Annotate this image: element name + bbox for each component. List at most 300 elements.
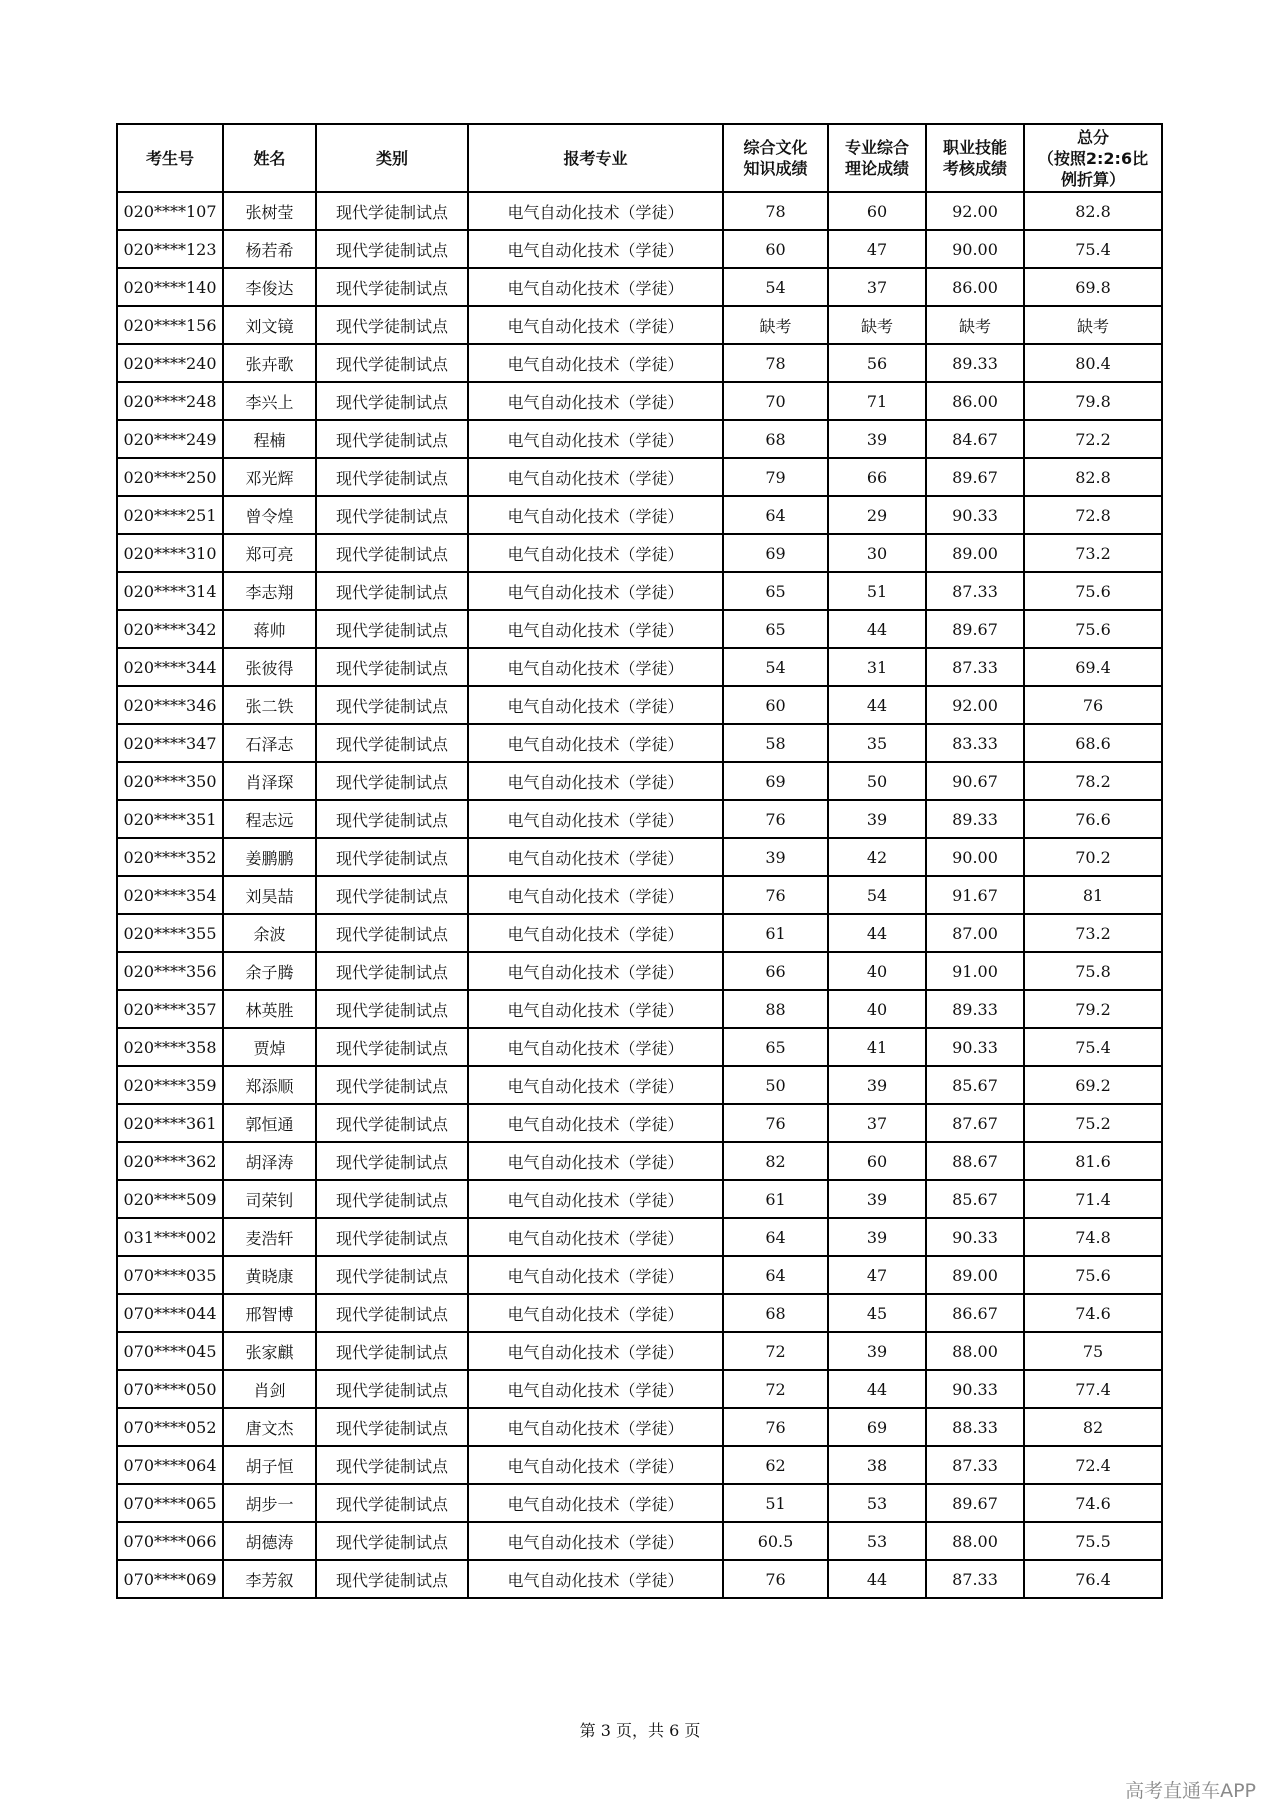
exam-id-cell: 020****351	[117, 800, 223, 838]
exam-id-cell: 070****045	[117, 1332, 223, 1370]
table-row	[117, 1218, 1162, 1256]
theory-score-cell: 31	[828, 648, 926, 686]
culture-score-cell: 51	[723, 1484, 828, 1522]
header-total-line-3: 例折算）	[1060, 169, 1125, 189]
total-score-cell: 81.6	[1024, 1142, 1162, 1180]
exam-id-cell: 020****342	[117, 610, 223, 648]
table-row	[117, 762, 1162, 800]
exam-id-cell: 070****044	[117, 1294, 223, 1332]
category-cell: 现代学徒制试点	[316, 306, 468, 344]
total-score-cell: 76.6	[1024, 800, 1162, 838]
skill-score-cell: 89.67	[926, 458, 1024, 496]
culture-score-cell: 69	[723, 534, 828, 572]
theory-score-cell: 39	[828, 1332, 926, 1370]
total-score-cell: 75.4	[1024, 1028, 1162, 1066]
culture-score-cell: 78	[723, 344, 828, 382]
theory-score-cell: 71	[828, 382, 926, 420]
category-cell: 现代学徒制试点	[316, 496, 468, 534]
exam-id-cell: 031****002	[117, 1218, 223, 1256]
table-row	[117, 496, 1162, 534]
header-total-line-1: 总分	[1076, 127, 1109, 147]
table-row	[117, 1256, 1162, 1294]
name-cell: 张二铁	[223, 686, 316, 724]
culture-score-cell: 72	[723, 1370, 828, 1408]
table-row	[117, 572, 1162, 610]
name-cell: 曾令煌	[223, 496, 316, 534]
culture-score-cell: 76	[723, 1408, 828, 1446]
name-cell: 司荣钊	[223, 1180, 316, 1218]
total-score-cell: 75.6	[1024, 572, 1162, 610]
theory-score-cell: 39	[828, 800, 926, 838]
table-row	[117, 344, 1162, 382]
table-row	[117, 268, 1162, 306]
name-cell: 黄晓康	[223, 1256, 316, 1294]
total-score-cell: 74.8	[1024, 1218, 1162, 1256]
major-cell: 电气自动化技术（学徒）	[468, 1560, 723, 1598]
category-cell: 现代学徒制试点	[316, 268, 468, 306]
theory-score-cell: 44	[828, 686, 926, 724]
category-cell: 现代学徒制试点	[316, 344, 468, 382]
total-score-cell: 80.4	[1024, 344, 1162, 382]
theory-score-cell: 53	[828, 1522, 926, 1560]
major-cell: 电气自动化技术（学徒）	[468, 382, 723, 420]
table-row	[117, 1560, 1162, 1598]
table-row	[117, 990, 1162, 1028]
category-cell: 现代学徒制试点	[316, 1028, 468, 1066]
culture-score-cell: 64	[723, 1256, 828, 1294]
category-cell: 现代学徒制试点	[316, 1446, 468, 1484]
header-theory-line-1: 专业综合	[844, 138, 909, 157]
header-category: 类别	[316, 124, 468, 192]
theory-score-cell: 44	[828, 610, 926, 648]
skill-score-cell: 83.33	[926, 724, 1024, 762]
category-cell: 现代学徒制试点	[316, 838, 468, 876]
category-cell: 现代学徒制试点	[316, 1256, 468, 1294]
major-cell: 电气自动化技术（学徒）	[468, 1028, 723, 1066]
name-cell: 邓光辉	[223, 458, 316, 496]
theory-score-cell: 37	[828, 1104, 926, 1142]
name-cell: 郑可亮	[223, 534, 316, 572]
table-row	[117, 1522, 1162, 1560]
theory-score-cell: 69	[828, 1408, 926, 1446]
culture-score-cell: 76	[723, 876, 828, 914]
name-cell: 张彼得	[223, 648, 316, 686]
total-score-cell: 75.8	[1024, 952, 1162, 990]
exam-id-cell: 020****123	[117, 230, 223, 268]
total-score-cell: 77.4	[1024, 1370, 1162, 1408]
exam-id-cell: 020****344	[117, 648, 223, 686]
theory-score-cell: 40	[828, 952, 926, 990]
table-row	[117, 800, 1162, 838]
exam-id-cell: 020****107	[117, 192, 223, 230]
exam-id-cell: 020****357	[117, 990, 223, 1028]
major-cell: 电气自动化技术（学徒）	[468, 1218, 723, 1256]
culture-score-cell: 60	[723, 230, 828, 268]
total-score-cell: 75.5	[1024, 1522, 1162, 1560]
table-row	[117, 1370, 1162, 1408]
category-cell: 现代学徒制试点	[316, 1332, 468, 1370]
exam-id-cell: 020****347	[117, 724, 223, 762]
exam-id-cell: 020****140	[117, 268, 223, 306]
skill-score-cell: 缺考	[926, 306, 1024, 344]
culture-score-cell: 82	[723, 1142, 828, 1180]
culture-score-cell: 64	[723, 1218, 828, 1256]
category-cell: 现代学徒制试点	[316, 762, 468, 800]
skill-score-cell: 89.67	[926, 1484, 1024, 1522]
major-cell: 电气自动化技术（学徒）	[468, 1142, 723, 1180]
header-total-line-2: （按照2:2:6比	[1037, 148, 1149, 168]
table-row	[117, 648, 1162, 686]
name-cell: 郑添顺	[223, 1066, 316, 1104]
total-score-cell: 78.2	[1024, 762, 1162, 800]
skill-score-cell: 86.67	[926, 1294, 1024, 1332]
table-row	[117, 1180, 1162, 1218]
category-cell: 现代学徒制试点	[316, 990, 468, 1028]
category-cell: 现代学徒制试点	[316, 1066, 468, 1104]
skill-score-cell: 84.67	[926, 420, 1024, 458]
skill-score-cell: 88.00	[926, 1522, 1024, 1560]
major-cell: 电气自动化技术（学徒）	[468, 1066, 723, 1104]
exam-id-cell: 070****066	[117, 1522, 223, 1560]
culture-score-cell: 76	[723, 1560, 828, 1598]
name-cell: 贾焯	[223, 1028, 316, 1066]
skill-score-cell: 85.67	[926, 1180, 1024, 1218]
theory-score-cell: 66	[828, 458, 926, 496]
major-cell: 电气自动化技术（学徒）	[468, 1446, 723, 1484]
major-cell: 电气自动化技术（学徒）	[468, 838, 723, 876]
category-cell: 现代学徒制试点	[316, 1484, 468, 1522]
page-number: 第 3 页，共 6 页	[579, 1721, 701, 1740]
major-cell: 电气自动化技术（学徒）	[468, 724, 723, 762]
category-cell: 现代学徒制试点	[316, 610, 468, 648]
name-cell: 胡德涛	[223, 1522, 316, 1560]
skill-score-cell: 89.67	[926, 610, 1024, 648]
major-cell: 电气自动化技术（学徒）	[468, 344, 723, 382]
exam-id-cell: 070****035	[117, 1256, 223, 1294]
theory-score-cell: 50	[828, 762, 926, 800]
theory-score-cell: 56	[828, 344, 926, 382]
total-score-cell: 76.4	[1024, 1560, 1162, 1598]
major-cell: 电气自动化技术（学徒）	[468, 952, 723, 990]
name-cell: 李兴上	[223, 382, 316, 420]
skill-score-cell: 89.00	[926, 1256, 1024, 1294]
exam-id-cell: 020****355	[117, 914, 223, 952]
skill-score-cell: 86.00	[926, 268, 1024, 306]
culture-score-cell: 54	[723, 268, 828, 306]
culture-score-cell: 76	[723, 800, 828, 838]
culture-score-cell: 64	[723, 496, 828, 534]
name-cell: 郭恒通	[223, 1104, 316, 1142]
major-cell: 电气自动化技术（学徒）	[468, 762, 723, 800]
category-cell: 现代学徒制试点	[316, 876, 468, 914]
total-score-cell: 69.8	[1024, 268, 1162, 306]
total-score-cell: 75	[1024, 1332, 1162, 1370]
total-score-cell: 79.2	[1024, 990, 1162, 1028]
theory-score-cell: 39	[828, 1218, 926, 1256]
major-cell: 电气自动化技术（学徒）	[468, 1484, 723, 1522]
major-cell: 电气自动化技术（学徒）	[468, 1294, 723, 1332]
category-cell: 现代学徒制试点	[316, 382, 468, 420]
major-cell: 电气自动化技术（学徒）	[468, 1522, 723, 1560]
major-cell: 电气自动化技术（学徒）	[468, 914, 723, 952]
exam-id-cell: 070****065	[117, 1484, 223, 1522]
table-row	[117, 724, 1162, 762]
total-score-cell: 69.4	[1024, 648, 1162, 686]
skill-score-cell: 90.67	[926, 762, 1024, 800]
total-score-cell: 75.2	[1024, 1104, 1162, 1142]
skill-score-cell: 91.00	[926, 952, 1024, 990]
name-cell: 张家麒	[223, 1332, 316, 1370]
theory-score-cell: 47	[828, 230, 926, 268]
category-cell: 现代学徒制试点	[316, 686, 468, 724]
exam-id-cell: 070****064	[117, 1446, 223, 1484]
name-cell: 张树莹	[223, 192, 316, 230]
exam-id-cell: 020****310	[117, 534, 223, 572]
total-score-cell: 73.2	[1024, 534, 1162, 572]
major-cell: 电气自动化技术（学徒）	[468, 420, 723, 458]
major-cell: 电气自动化技术（学徒）	[468, 800, 723, 838]
header-total-score	[1024, 124, 1162, 192]
table-row	[117, 1446, 1162, 1484]
major-cell: 电气自动化技术（学徒）	[468, 496, 723, 534]
total-score-cell: 72.4	[1024, 1446, 1162, 1484]
theory-score-cell: 54	[828, 876, 926, 914]
theory-score-cell: 60	[828, 192, 926, 230]
exam-id-cell: 020****352	[117, 838, 223, 876]
theory-score-cell: 44	[828, 1370, 926, 1408]
table-row	[117, 382, 1162, 420]
name-cell: 姜鹏鹏	[223, 838, 316, 876]
theory-score-cell: 35	[828, 724, 926, 762]
skill-score-cell: 92.00	[926, 192, 1024, 230]
major-cell: 电气自动化技术（学徒）	[468, 230, 723, 268]
exam-id-cell: 020****359	[117, 1066, 223, 1104]
header-culture-line-2: 知识成绩	[743, 159, 808, 178]
score-table-container	[116, 123, 1163, 1599]
theory-score-cell: 44	[828, 1560, 926, 1598]
total-score-cell: 74.6	[1024, 1294, 1162, 1332]
total-score-cell: 74.6	[1024, 1484, 1162, 1522]
category-cell: 现代学徒制试点	[316, 458, 468, 496]
major-cell: 电气自动化技术（学徒）	[468, 1180, 723, 1218]
theory-score-cell: 缺考	[828, 306, 926, 344]
name-cell: 邢智博	[223, 1294, 316, 1332]
culture-score-cell: 79	[723, 458, 828, 496]
theory-score-cell: 60	[828, 1142, 926, 1180]
exam-id-cell: 020****156	[117, 306, 223, 344]
major-cell: 电气自动化技术（学徒）	[468, 686, 723, 724]
table-row	[117, 1332, 1162, 1370]
skill-score-cell: 89.33	[926, 990, 1024, 1028]
header-culture-score	[723, 124, 828, 192]
theory-score-cell: 38	[828, 1446, 926, 1484]
theory-score-cell: 51	[828, 572, 926, 610]
header-exam-id: 考生号	[117, 124, 223, 192]
skill-score-cell: 88.00	[926, 1332, 1024, 1370]
name-cell: 李志翔	[223, 572, 316, 610]
name-cell: 程志远	[223, 800, 316, 838]
total-score-cell: 79.8	[1024, 382, 1162, 420]
exam-id-cell: 020****249	[117, 420, 223, 458]
culture-score-cell: 76	[723, 1104, 828, 1142]
exam-id-cell: 020****362	[117, 1142, 223, 1180]
skill-score-cell: 90.33	[926, 496, 1024, 534]
table-row	[117, 1104, 1162, 1142]
skill-score-cell: 90.00	[926, 230, 1024, 268]
skill-score-cell: 89.00	[926, 534, 1024, 572]
culture-score-cell: 66	[723, 952, 828, 990]
category-cell: 现代学徒制试点	[316, 230, 468, 268]
exam-id-cell: 020****356	[117, 952, 223, 990]
name-cell: 石泽志	[223, 724, 316, 762]
table-body	[117, 192, 1162, 1598]
header-theory-score	[828, 124, 926, 192]
table-row	[117, 610, 1162, 648]
skill-score-cell: 87.67	[926, 1104, 1024, 1142]
table-row	[117, 686, 1162, 724]
total-score-cell: 81	[1024, 876, 1162, 914]
culture-score-cell: 60.5	[723, 1522, 828, 1560]
table-row	[117, 534, 1162, 572]
theory-score-cell: 47	[828, 1256, 926, 1294]
culture-score-cell: 68	[723, 1294, 828, 1332]
major-cell: 电气自动化技术（学徒）	[468, 648, 723, 686]
major-cell: 电气自动化技术（学徒）	[468, 534, 723, 572]
header-row	[117, 124, 1162, 192]
name-cell: 刘文镜	[223, 306, 316, 344]
category-cell: 现代学徒制试点	[316, 1522, 468, 1560]
skill-score-cell: 91.67	[926, 876, 1024, 914]
total-score-cell: 73.2	[1024, 914, 1162, 952]
name-cell: 肖泽琛	[223, 762, 316, 800]
culture-score-cell: 39	[723, 838, 828, 876]
skill-score-cell: 90.33	[926, 1218, 1024, 1256]
skill-score-cell: 89.33	[926, 344, 1024, 382]
major-cell: 电气自动化技术（学徒）	[468, 572, 723, 610]
total-score-cell: 72.8	[1024, 496, 1162, 534]
theory-score-cell: 41	[828, 1028, 926, 1066]
exam-id-cell: 070****050	[117, 1370, 223, 1408]
major-cell: 电气自动化技术（学徒）	[468, 990, 723, 1028]
name-cell: 麦浩轩	[223, 1218, 316, 1256]
skill-score-cell: 90.00	[926, 838, 1024, 876]
name-cell: 李芳叙	[223, 1560, 316, 1598]
name-cell: 程楠	[223, 420, 316, 458]
theory-score-cell: 29	[828, 496, 926, 534]
table-row	[117, 914, 1162, 952]
total-score-cell: 82.8	[1024, 192, 1162, 230]
culture-score-cell: 72	[723, 1332, 828, 1370]
total-score-cell: 68.6	[1024, 724, 1162, 762]
category-cell: 现代学徒制试点	[316, 1218, 468, 1256]
table-row	[117, 876, 1162, 914]
category-cell: 现代学徒制试点	[316, 724, 468, 762]
table-row	[117, 230, 1162, 268]
header-theory-line-2: 理论成绩	[844, 159, 909, 178]
culture-score-cell: 65	[723, 1028, 828, 1066]
total-score-cell: 75.4	[1024, 230, 1162, 268]
major-cell: 电气自动化技术（学徒）	[468, 1332, 723, 1370]
major-cell: 电气自动化技术（学徒）	[468, 192, 723, 230]
category-cell: 现代学徒制试点	[316, 952, 468, 990]
total-score-cell: 72.2	[1024, 420, 1162, 458]
name-cell: 蒋帅	[223, 610, 316, 648]
theory-score-cell: 39	[828, 1180, 926, 1218]
major-cell: 电气自动化技术（学徒）	[468, 306, 723, 344]
skill-score-cell: 85.67	[926, 1066, 1024, 1104]
score-table	[116, 123, 1163, 1599]
theory-score-cell: 40	[828, 990, 926, 1028]
skill-score-cell: 88.67	[926, 1142, 1024, 1180]
theory-score-cell: 44	[828, 914, 926, 952]
major-cell: 电气自动化技术（学徒）	[468, 1256, 723, 1294]
category-cell: 现代学徒制试点	[316, 648, 468, 686]
theory-score-cell: 39	[828, 420, 926, 458]
culture-score-cell: 70	[723, 382, 828, 420]
exam-id-cell: 020****509	[117, 1180, 223, 1218]
category-cell: 现代学徒制试点	[316, 914, 468, 952]
skill-score-cell: 89.33	[926, 800, 1024, 838]
category-cell: 现代学徒制试点	[316, 1370, 468, 1408]
exam-id-cell: 070****052	[117, 1408, 223, 1446]
major-cell: 电气自动化技术（学徒）	[468, 1104, 723, 1142]
category-cell: 现代学徒制试点	[316, 1180, 468, 1218]
total-score-cell: 75.6	[1024, 610, 1162, 648]
theory-score-cell: 53	[828, 1484, 926, 1522]
table-header	[117, 124, 1162, 192]
table-row	[117, 458, 1162, 496]
major-cell: 电气自动化技术（学徒）	[468, 1408, 723, 1446]
skill-score-cell: 88.33	[926, 1408, 1024, 1446]
table-row	[117, 838, 1162, 876]
total-score-cell: 82	[1024, 1408, 1162, 1446]
exam-id-cell: 020****251	[117, 496, 223, 534]
table-row	[117, 1066, 1162, 1104]
table-row	[117, 1142, 1162, 1180]
major-cell: 电气自动化技术（学徒）	[468, 1370, 723, 1408]
skill-score-cell: 87.33	[926, 1446, 1024, 1484]
exam-id-cell: 020****354	[117, 876, 223, 914]
name-cell: 余子腾	[223, 952, 316, 990]
category-cell: 现代学徒制试点	[316, 572, 468, 610]
theory-score-cell: 39	[828, 1066, 926, 1104]
theory-score-cell: 42	[828, 838, 926, 876]
name-cell: 杨若希	[223, 230, 316, 268]
culture-score-cell: 50	[723, 1066, 828, 1104]
exam-id-cell: 020****250	[117, 458, 223, 496]
culture-score-cell: 缺考	[723, 306, 828, 344]
exam-id-cell: 020****361	[117, 1104, 223, 1142]
skill-score-cell: 86.00	[926, 382, 1024, 420]
total-score-cell: 82.8	[1024, 458, 1162, 496]
skill-score-cell: 87.33	[926, 1560, 1024, 1598]
exam-id-cell: 020****248	[117, 382, 223, 420]
header-major: 报考专业	[468, 124, 723, 192]
category-cell: 现代学徒制试点	[316, 800, 468, 838]
culture-score-cell: 68	[723, 420, 828, 458]
exam-id-cell: 020****350	[117, 762, 223, 800]
name-cell: 李俊达	[223, 268, 316, 306]
exam-id-cell: 020****240	[117, 344, 223, 382]
category-cell: 现代学徒制试点	[316, 1104, 468, 1142]
culture-score-cell: 78	[723, 192, 828, 230]
skill-score-cell: 87.33	[926, 648, 1024, 686]
table-row	[117, 952, 1162, 990]
category-cell: 现代学徒制试点	[316, 1560, 468, 1598]
exam-id-cell: 020****346	[117, 686, 223, 724]
table-row	[117, 1484, 1162, 1522]
table-row	[117, 420, 1162, 458]
